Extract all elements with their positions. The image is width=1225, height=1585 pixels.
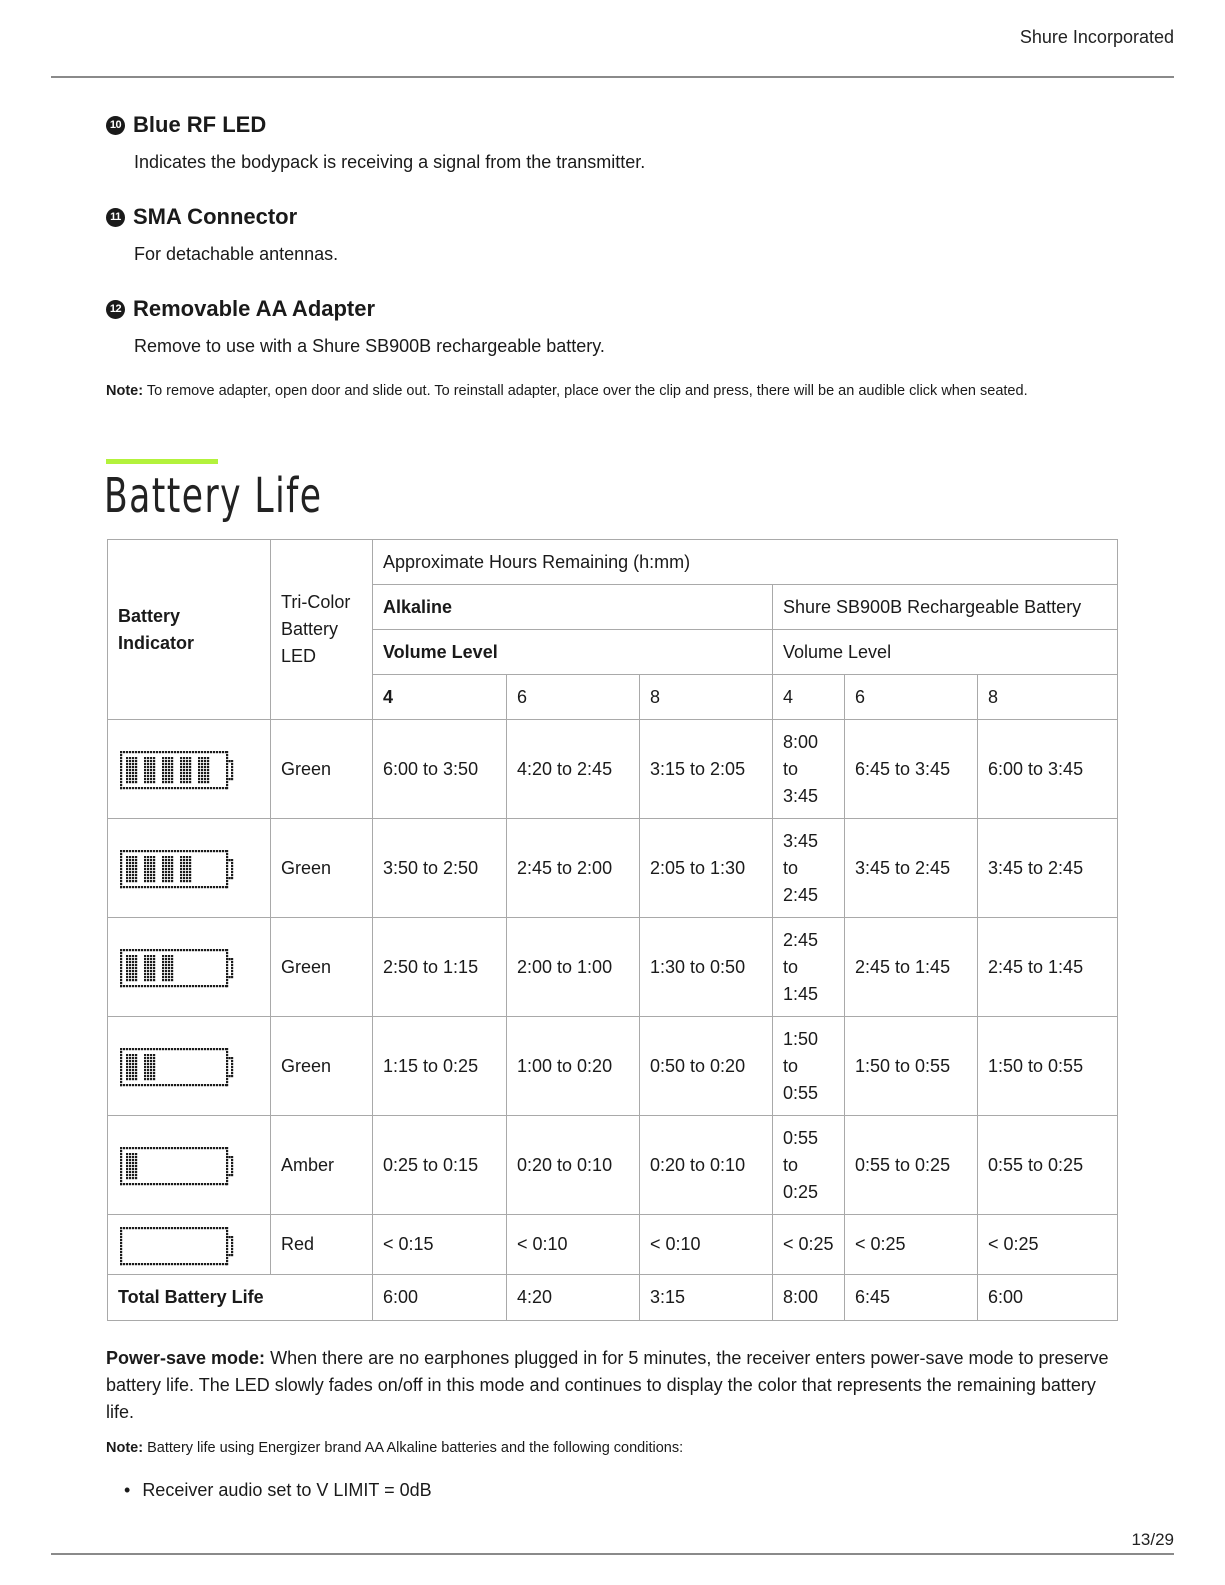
- feature-heading: [106, 112, 266, 138]
- section-accent-bar: [106, 459, 218, 464]
- header-rechargeable: Shure SB900B Rechargeable Battery: [773, 585, 1118, 630]
- feature-heading: [106, 204, 297, 230]
- table-cell: 2:45 to 1:45: [773, 918, 845, 1017]
- table-cell: 2:45 to 1:45: [845, 918, 978, 1017]
- table-row: [108, 1116, 1118, 1215]
- battery-5-bars-icon: [118, 746, 238, 792]
- battery-indicator-cell: [108, 1116, 271, 1215]
- total-battery-life-label: Total Battery Life: [108, 1275, 373, 1321]
- header-hours-remaining: Approximate Hours Remaining (h:mm): [373, 540, 1118, 585]
- table-cell: 1:50 to 0:55: [978, 1017, 1118, 1116]
- footer-divider: [51, 1553, 1174, 1555]
- list-item-text: Receiver audio set to V LIMIT = 0dB: [142, 1480, 432, 1500]
- volume-level-cell: 6: [845, 675, 978, 720]
- volume-level-cell: 8: [978, 675, 1118, 720]
- table-cell: 2:45 to 1:45: [978, 918, 1118, 1017]
- section-title: Battery Life: [104, 468, 323, 524]
- total-cell: 8:00: [773, 1275, 845, 1321]
- table-cell: 0:55 to 0:25: [773, 1116, 845, 1215]
- battery-indicator-cell: [108, 1215, 271, 1275]
- feature-title: Removable AA Adapter: [133, 296, 376, 321]
- battery-2-bars-icon: [118, 1043, 238, 1089]
- table-cell: 3:45 to 2:45: [773, 819, 845, 918]
- led-color-cell: Amber: [271, 1116, 373, 1215]
- feature-title: Blue RF LED: [133, 112, 267, 137]
- table-cell: 4:20 to 2:45: [507, 720, 640, 819]
- battery-1-bar-icon: [118, 1142, 238, 1188]
- led-color-cell: Green: [271, 819, 373, 918]
- note-adapter: [106, 383, 1028, 399]
- list-item: [124, 1480, 432, 1501]
- table-cell: < 0:10: [640, 1215, 773, 1275]
- battery-4-bars-icon: [118, 845, 238, 891]
- battery-indicator-cell: [108, 918, 271, 1017]
- volume-level-cell: 6: [507, 675, 640, 720]
- circled-number-10-icon: 10: [106, 116, 125, 135]
- table-cell: 0:55 to 0:25: [978, 1116, 1118, 1215]
- volume-level-cell: 8: [640, 675, 773, 720]
- table-cell: 1:30 to 0:50: [640, 918, 773, 1017]
- feature-removable-aa-adapter: [106, 296, 605, 356]
- table-cell: 3:45 to 2:45: [845, 819, 978, 918]
- table-cell: 3:50 to 2:50: [373, 819, 507, 918]
- power-save-paragraph: [106, 1345, 1118, 1426]
- header-battery-indicator: Battery Indicator: [108, 540, 271, 720]
- table-cell: 1:00 to 0:20: [507, 1017, 640, 1116]
- feature-description: For detachable antennas.: [134, 244, 339, 264]
- header-divider: [51, 76, 1174, 78]
- table-cell: < 0:10: [507, 1215, 640, 1275]
- table-cell: 2:00 to 1:00: [507, 918, 640, 1017]
- total-cell: 6:00: [373, 1275, 507, 1321]
- battery-empty-icon: [118, 1222, 238, 1268]
- note-text: To remove adapter, open door and slide out. To reinstall adapter, place over the clip and press, there will be an audible click when seated.: [146, 383, 1028, 399]
- volume-level-cell: 4: [773, 675, 845, 720]
- table-cell: < 0:25: [978, 1215, 1118, 1275]
- note-battery-conditions: [106, 1440, 683, 1456]
- volume-level-cell: 4: [373, 675, 507, 720]
- table-header-row: [108, 540, 1118, 585]
- total-cell: 6:00: [978, 1275, 1118, 1321]
- table-cell: 6:45 to 3:45: [845, 720, 978, 819]
- table-cell: 6:00 to 3:45: [978, 720, 1118, 819]
- table-cell: 2:50 to 1:15: [373, 918, 507, 1017]
- led-color-cell: Red: [271, 1215, 373, 1275]
- table-cell: < 0:15: [373, 1215, 507, 1275]
- table-cell: 8:00 to 3:45: [773, 720, 845, 819]
- total-cell: 6:45: [845, 1275, 978, 1321]
- battery-indicator-cell: [108, 1017, 271, 1116]
- table-cell: 2:45 to 2:00: [507, 819, 640, 918]
- total-cell: 3:15: [640, 1275, 773, 1321]
- table-row: [108, 720, 1118, 819]
- power-save-label: Power-save mode:: [106, 1348, 266, 1368]
- led-color-cell: Green: [271, 1017, 373, 1116]
- table-cell: 0:50 to 0:20: [640, 1017, 773, 1116]
- battery-indicator-cell: [108, 720, 271, 819]
- table-cell: 0:20 to 0:10: [507, 1116, 640, 1215]
- table-row: [108, 918, 1118, 1017]
- table-cell: 0:20 to 0:10: [640, 1116, 773, 1215]
- led-color-cell: Green: [271, 918, 373, 1017]
- note-label: Note:: [106, 383, 144, 399]
- table-cell: < 0:25: [845, 1215, 978, 1275]
- led-color-cell: Green: [271, 720, 373, 819]
- page-number: 13/29: [1131, 1530, 1174, 1549]
- battery-3-bars-icon: [118, 944, 238, 990]
- battery-indicator-cell: [108, 819, 271, 918]
- table-cell: 3:45 to 2:45: [978, 819, 1118, 918]
- note-text: Battery life using Energizer brand AA Alkaline batteries and the following conditions:: [147, 1440, 684, 1456]
- total-cell: 4:20: [507, 1275, 640, 1321]
- table-cell: 3:15 to 2:05: [640, 720, 773, 819]
- table-cell: 2:05 to 1:30: [640, 819, 773, 918]
- circled-number-11-icon: 11: [106, 208, 125, 227]
- table-cell: 6:00 to 3:50: [373, 720, 507, 819]
- header-volume-level-alkaline: Volume Level: [373, 630, 773, 675]
- feature-title: SMA Connector: [133, 204, 298, 229]
- circled-number-12-icon: 12: [106, 300, 125, 319]
- table-cell: 1:50 to 0:55: [773, 1017, 845, 1116]
- header-tri-color-led: Tri-Color Battery LED: [271, 540, 373, 720]
- battery-life-table: [107, 539, 1118, 1321]
- note-label: Note:: [106, 1440, 144, 1456]
- table-cell: 0:55 to 0:25: [845, 1116, 978, 1215]
- table-total-row: [108, 1275, 1118, 1321]
- feature-blue-rf-led: [106, 112, 646, 172]
- company-name: Shure Incorporated: [1019, 27, 1174, 47]
- table-row: [108, 819, 1118, 918]
- feature-description: Indicates the bodypack is receiving a signal from the transmitter.: [134, 152, 646, 172]
- header-alkaline: Alkaline: [373, 585, 773, 630]
- table-cell: < 0:25: [773, 1215, 845, 1275]
- table-cell: 1:50 to 0:55: [845, 1017, 978, 1116]
- power-save-text: When there are no earphones plugged in for 5 minutes, the receiver enters power-save mode to preserve battery life. The LED slowly fades on/off in this mode and continues to display the color that represents the remaining battery life.: [106, 1348, 1109, 1422]
- table-row: [108, 1215, 1118, 1275]
- table-cell: 1:15 to 0:25: [373, 1017, 507, 1116]
- feature-description: Remove to use with a Shure SB900B rechargeable battery.: [134, 336, 605, 356]
- header-volume-level-rechargeable: Volume Level: [773, 630, 1118, 675]
- bullet-icon: •: [124, 1480, 131, 1500]
- feature-heading: [106, 296, 375, 322]
- feature-sma-connector: [106, 204, 339, 264]
- table-cell: 0:25 to 0:15: [373, 1116, 507, 1215]
- table-row: [108, 1017, 1118, 1116]
